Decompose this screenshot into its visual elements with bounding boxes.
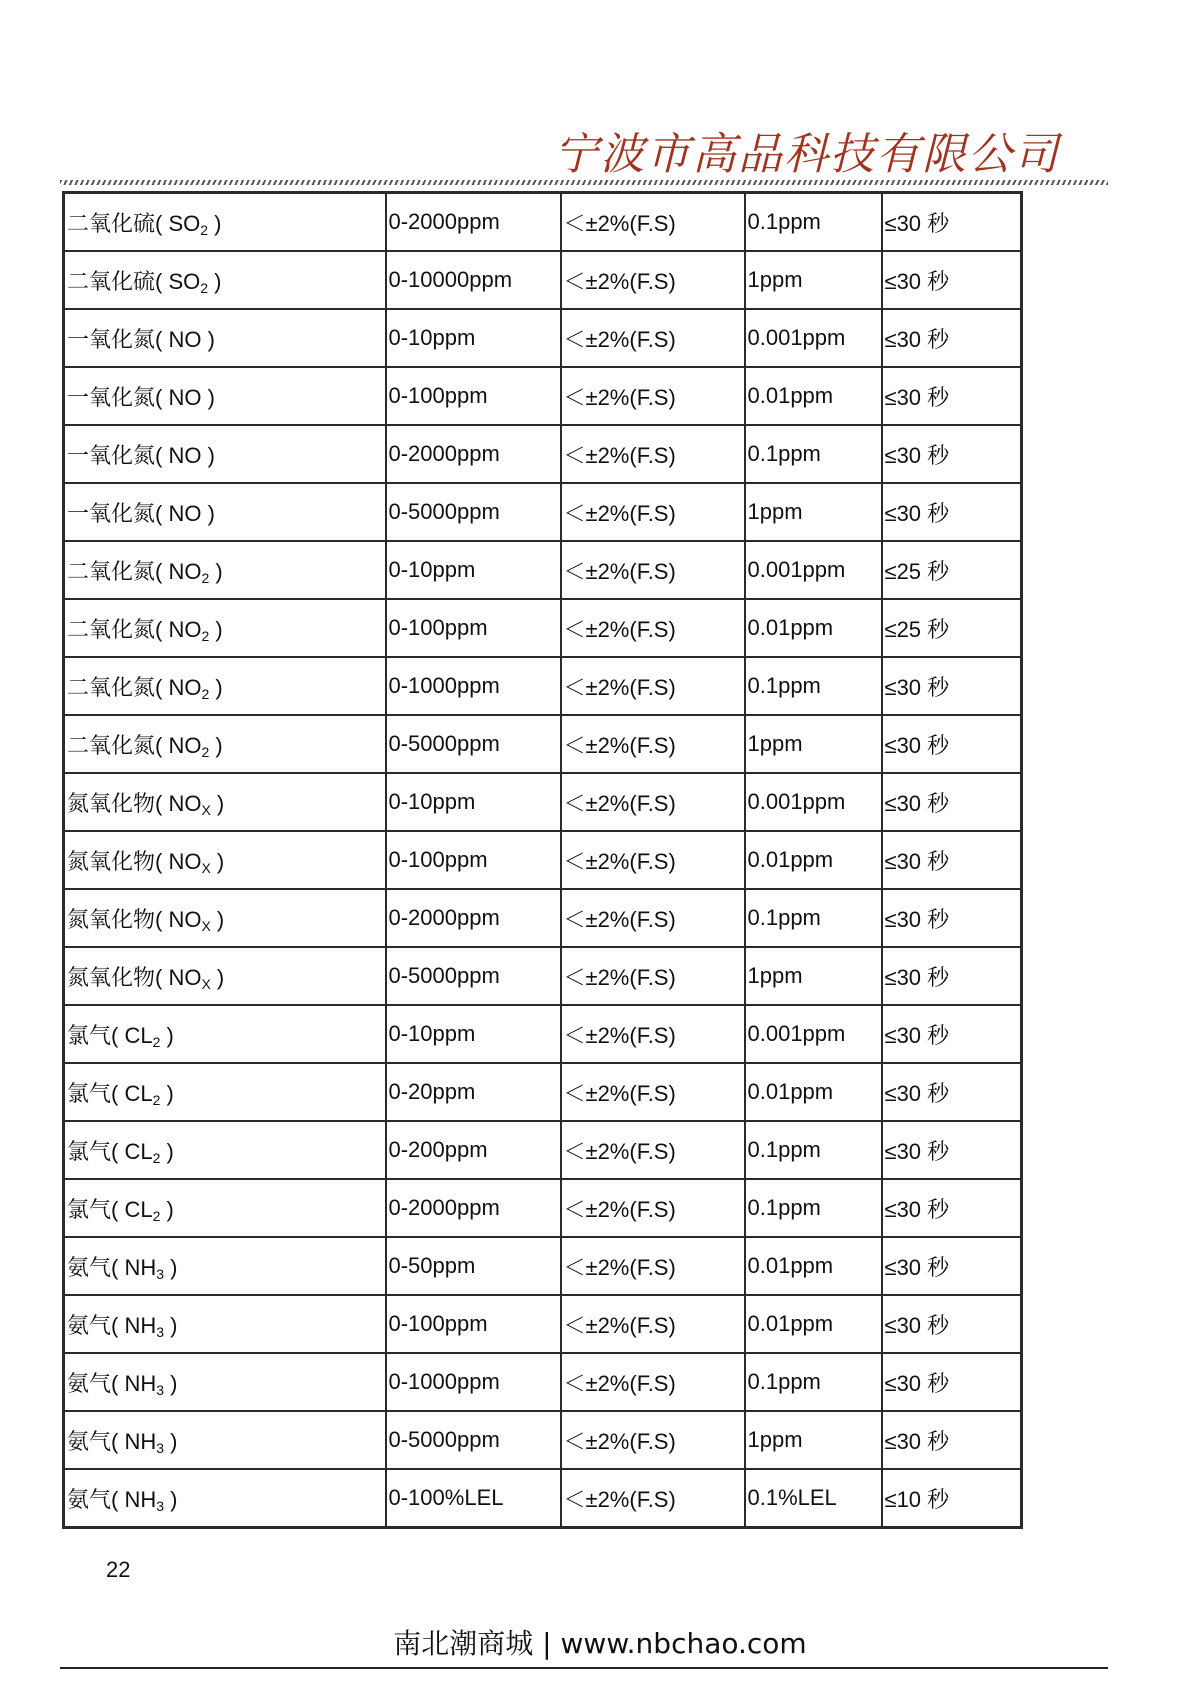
gas-name: 二氧化氮 bbox=[67, 675, 156, 701]
gas-name: 二氧化硫 bbox=[67, 269, 156, 295]
gas-name-cell: 二氧化氮( $NO_2$ ) bbox=[64, 715, 386, 773]
response-time-cell: ≤30 秒 bbox=[882, 1063, 1022, 1121]
accuracy-cell: ＜±2%(F.S) bbox=[561, 1121, 745, 1179]
response-time-cell: ≤30 秒 bbox=[882, 1121, 1022, 1179]
table-row bbox=[64, 1295, 1022, 1353]
gas-name-cell: 氯气( $CL_2$ ) bbox=[64, 1121, 386, 1179]
gas-name: 氯气 bbox=[67, 1023, 112, 1049]
resolution-cell: 0.1ppm bbox=[745, 1121, 882, 1179]
gas-formula-subscript: 3 bbox=[156, 1265, 165, 1282]
table-row bbox=[64, 1237, 1022, 1295]
accuracy-cell: ＜±2%(F.S) bbox=[561, 1295, 745, 1353]
gas-name: 氮氧化物 bbox=[67, 849, 156, 875]
table-row bbox=[64, 193, 1022, 252]
table-row bbox=[64, 425, 1022, 483]
response-time-cell: ≤30 秒 bbox=[882, 947, 1022, 1005]
table-row bbox=[64, 1005, 1022, 1063]
gas-formula-subscript: 2 bbox=[152, 1149, 161, 1166]
gas-formula-subscript: 3 bbox=[156, 1323, 165, 1340]
accuracy-cell: ＜±2%(F.S) bbox=[561, 309, 745, 367]
resolution-cell: 0.1ppm bbox=[745, 425, 882, 483]
resolution-cell: 0.01ppm bbox=[745, 367, 882, 425]
response-time-cell: ≤30 秒 bbox=[882, 309, 1022, 367]
gas-name-cell: 氯气( $CL_2$ ) bbox=[64, 1005, 386, 1063]
range-cell: 0-10ppm bbox=[386, 1005, 561, 1063]
range-cell: 0-5000ppm bbox=[386, 483, 561, 541]
gas-formula: NO bbox=[168, 906, 202, 932]
resolution-cell: 0.1ppm bbox=[745, 1353, 882, 1411]
table-row bbox=[64, 251, 1022, 309]
gas-name-cell: 氯气( $CL_2$ ) bbox=[64, 1063, 386, 1121]
response-time-cell: ≤10 秒 bbox=[882, 1469, 1022, 1528]
gas-formula: CL bbox=[124, 1022, 153, 1048]
gas-name-cell: 氮氧化物( $NO_X$ ) bbox=[64, 773, 386, 831]
accuracy-cell: ＜±2%(F.S) bbox=[561, 251, 745, 309]
accuracy-cell: ＜±2%(F.S) bbox=[561, 657, 745, 715]
resolution-cell: 0.01ppm bbox=[745, 831, 882, 889]
gas-name: 二氧化氮 bbox=[67, 559, 156, 585]
accuracy-cell: ＜±2%(F.S) bbox=[561, 1005, 745, 1063]
gas-formula-subscript: 2 bbox=[152, 1091, 161, 1108]
gas-name-cell: 一氧化氮( NO ) bbox=[64, 425, 386, 483]
resolution-cell: 0.01ppm bbox=[745, 1063, 882, 1121]
accuracy-cell: ＜±2%(F.S) bbox=[561, 831, 745, 889]
gas-formula-subscript: 2 bbox=[201, 569, 210, 586]
response-time-cell: ≤30 秒 bbox=[882, 889, 1022, 947]
gas-name-cell: 二氧化氮( $NO_2$ ) bbox=[64, 541, 386, 599]
gas-name-cell: 氮氧化物( $NO_X$ ) bbox=[64, 889, 386, 947]
table-row bbox=[64, 1121, 1022, 1179]
gas-formula: NO bbox=[168, 558, 202, 584]
response-time-cell: ≤30 秒 bbox=[882, 1179, 1022, 1237]
resolution-cell: 0.1ppm bbox=[745, 657, 882, 715]
gas-formula: NO bbox=[168, 848, 202, 874]
accuracy-cell: ＜±2%(F.S) bbox=[561, 1063, 745, 1121]
table-row bbox=[64, 715, 1022, 773]
gas-name-cell: 一氧化氮( NO ) bbox=[64, 309, 386, 367]
range-cell: 0-100ppm bbox=[386, 599, 561, 657]
response-time-cell: ≤30 秒 bbox=[882, 657, 1022, 715]
table-row bbox=[64, 309, 1022, 367]
resolution-cell: 0.001ppm bbox=[745, 541, 882, 599]
gas-name: 氨气 bbox=[67, 1255, 112, 1281]
gas-name: 氯气 bbox=[67, 1081, 112, 1107]
resolution-cell: 1ppm bbox=[745, 1411, 882, 1469]
range-cell: 0-200ppm bbox=[386, 1121, 561, 1179]
gas-formula-subscript: 2 bbox=[201, 685, 210, 702]
gas-formula-subscript: 2 bbox=[152, 1033, 161, 1050]
gas-formula-subscript: 2 bbox=[152, 1207, 161, 1224]
gas-name: 二氧化氮 bbox=[67, 617, 156, 643]
gas-name-cell: 二氧化氮( $NO_2$ ) bbox=[64, 599, 386, 657]
table-row bbox=[64, 831, 1022, 889]
table-row bbox=[64, 367, 1022, 425]
accuracy-cell: ＜±2%(F.S) bbox=[561, 1237, 745, 1295]
gas-name-cell: 二氧化硫( $SO_2$ ) bbox=[64, 251, 386, 309]
gas-name-cell: 氨气( $NH_3$ ) bbox=[64, 1411, 386, 1469]
page-number: 22 bbox=[106, 1557, 131, 1582]
accuracy-cell: ＜±2%(F.S) bbox=[561, 483, 745, 541]
response-time-cell: ≤30 秒 bbox=[882, 1295, 1022, 1353]
range-cell: 0-10ppm bbox=[386, 309, 561, 367]
range-cell: 0-10000ppm bbox=[386, 251, 561, 309]
gas-name: 氮氧化物 bbox=[67, 907, 156, 933]
response-time-cell: ≤30 秒 bbox=[882, 483, 1022, 541]
gas-name: 氨气 bbox=[67, 1371, 112, 1397]
range-cell: 0-20ppm bbox=[386, 1063, 561, 1121]
range-cell: 0-2000ppm bbox=[386, 1179, 561, 1237]
gas-formula: NO bbox=[168, 732, 202, 758]
range-cell: 0-100%LEL bbox=[386, 1469, 561, 1528]
resolution-cell: 1ppm bbox=[745, 483, 882, 541]
accuracy-cell: ＜±2%(F.S) bbox=[561, 367, 745, 425]
accuracy-cell: ＜±2%(F.S) bbox=[561, 425, 745, 483]
gas-formula-subscript: 2 bbox=[200, 279, 209, 296]
gas-name: 氮氧化物 bbox=[67, 965, 156, 991]
table-row bbox=[64, 657, 1022, 715]
response-time-cell: ≤25 秒 bbox=[882, 599, 1022, 657]
gas-formula: NH bbox=[124, 1486, 157, 1512]
gas-name: 氨气 bbox=[67, 1313, 112, 1339]
resolution-cell: 0.01ppm bbox=[745, 1237, 882, 1295]
resolution-cell: 1ppm bbox=[745, 251, 882, 309]
response-time-cell: ≤30 秒 bbox=[882, 831, 1022, 889]
gas-formula: CL bbox=[124, 1196, 153, 1222]
gas-formula: NO bbox=[168, 674, 202, 700]
gas-formula: NO bbox=[168, 442, 202, 468]
table-row bbox=[64, 541, 1022, 599]
response-time-cell: ≤30 秒 bbox=[882, 773, 1022, 831]
range-cell: 0-10ppm bbox=[386, 773, 561, 831]
gas-formula: SO bbox=[168, 210, 201, 236]
gas-name-cell: 氯气( $CL_2$ ) bbox=[64, 1179, 386, 1237]
range-cell: 0-1000ppm bbox=[386, 657, 561, 715]
table-row bbox=[64, 1469, 1022, 1528]
response-time-cell: ≤30 秒 bbox=[882, 715, 1022, 773]
response-time-cell: ≤25 秒 bbox=[882, 541, 1022, 599]
resolution-cell: 1ppm bbox=[745, 715, 882, 773]
range-cell: 0-5000ppm bbox=[386, 715, 561, 773]
gas-name-cell: 二氧化氮( $NO_2$ ) bbox=[64, 657, 386, 715]
response-time-cell: ≤30 秒 bbox=[882, 1237, 1022, 1295]
accuracy-cell: ＜±2%(F.S) bbox=[561, 1179, 745, 1237]
resolution-cell: 0.1%LEL bbox=[745, 1469, 882, 1528]
gas-name-cell: 氨气( $NH_3$ ) bbox=[64, 1353, 386, 1411]
accuracy-cell: ＜±2%(F.S) bbox=[561, 541, 745, 599]
gas-name: 一氧化氮 bbox=[67, 385, 156, 411]
gas-name-cell: 氨气( $NH_3$ ) bbox=[64, 1295, 386, 1353]
table-row bbox=[64, 1179, 1022, 1237]
table-row bbox=[64, 773, 1022, 831]
gas-formula: NH bbox=[124, 1428, 157, 1454]
resolution-cell: 0.01ppm bbox=[745, 599, 882, 657]
gas-name: 二氧化氮 bbox=[67, 733, 156, 759]
table-row bbox=[64, 599, 1022, 657]
gas-name: 氮氧化物 bbox=[67, 791, 156, 817]
gas-formula-subscript: 2 bbox=[201, 743, 210, 760]
gas-formula: CL bbox=[124, 1080, 153, 1106]
resolution-cell: 0.001ppm bbox=[745, 309, 882, 367]
gas-formula-subscript: 3 bbox=[156, 1497, 165, 1514]
range-cell: 0-10ppm bbox=[386, 541, 561, 599]
gas-name: 一氧化氮 bbox=[67, 501, 156, 527]
gas-formula-subscript: X bbox=[201, 801, 211, 818]
resolution-cell: 0.01ppm bbox=[745, 1295, 882, 1353]
range-cell: 0-2000ppm bbox=[386, 889, 561, 947]
accuracy-cell: ＜±2%(F.S) bbox=[561, 715, 745, 773]
footer-rule bbox=[60, 1667, 1108, 1669]
accuracy-cell: ＜±2%(F.S) bbox=[561, 193, 745, 252]
response-time-cell: ≤30 秒 bbox=[882, 1353, 1022, 1411]
accuracy-cell: ＜±2%(F.S) bbox=[561, 947, 745, 1005]
gas-formula-subscript: 3 bbox=[156, 1381, 165, 1398]
resolution-cell: 0.001ppm bbox=[745, 1005, 882, 1063]
gas-name-cell: 一氧化氮( NO ) bbox=[64, 367, 386, 425]
gas-name: 氯气 bbox=[67, 1139, 112, 1165]
accuracy-cell: ＜±2%(F.S) bbox=[561, 599, 745, 657]
range-cell: 0-100ppm bbox=[386, 367, 561, 425]
table-row bbox=[64, 947, 1022, 1005]
gas-name-cell: 二氧化硫( $SO_2$ ) bbox=[64, 193, 386, 252]
accuracy-cell: ＜±2%(F.S) bbox=[561, 773, 745, 831]
gas-name-cell: 氮氧化物( $NO_X$ ) bbox=[64, 947, 386, 1005]
gas-name: 二氧化硫 bbox=[67, 211, 156, 237]
gas-name: 氯气 bbox=[67, 1197, 112, 1223]
gas-formula-subscript: X bbox=[201, 975, 211, 992]
gas-formula: NH bbox=[124, 1254, 157, 1280]
gas-name-cell: 氨气( $NH_3$ ) bbox=[64, 1469, 386, 1528]
gas-name: 一氧化氮 bbox=[67, 327, 156, 353]
table-row bbox=[64, 889, 1022, 947]
accuracy-cell: ＜±2%(F.S) bbox=[561, 1353, 745, 1411]
accuracy-cell: ＜±2%(F.S) bbox=[561, 889, 745, 947]
gas-formula-subscript: 3 bbox=[156, 1439, 165, 1456]
gas-formula: NH bbox=[124, 1312, 157, 1338]
response-time-cell: ≤30 秒 bbox=[882, 1005, 1022, 1063]
accuracy-cell: ＜±2%(F.S) bbox=[561, 1469, 745, 1528]
resolution-cell: 0.1ppm bbox=[745, 193, 882, 252]
gas-name-cell: 一氧化氮( NO ) bbox=[64, 483, 386, 541]
gas-formula: CL bbox=[124, 1138, 153, 1164]
gas-formula: NO bbox=[168, 964, 202, 990]
response-time-cell: ≤30 秒 bbox=[882, 425, 1022, 483]
range-cell: 0-100ppm bbox=[386, 1295, 561, 1353]
response-time-cell: ≤30 秒 bbox=[882, 367, 1022, 425]
response-time-cell: ≤30 秒 bbox=[882, 251, 1022, 309]
gas-formula: NH bbox=[124, 1370, 157, 1396]
resolution-cell: 0.001ppm bbox=[745, 773, 882, 831]
range-cell: 0-5000ppm bbox=[386, 1411, 561, 1469]
range-cell: 0-5000ppm bbox=[386, 947, 561, 1005]
company-name: 宁波市高品科技有限公司 bbox=[554, 129, 1060, 180]
gas-formula: NO bbox=[168, 326, 202, 352]
header-hatch-rule bbox=[60, 180, 1108, 185]
gas-formula-subscript: 2 bbox=[201, 627, 210, 644]
table-row bbox=[64, 1411, 1022, 1469]
resolution-cell: 1ppm bbox=[745, 947, 882, 1005]
accuracy-cell: ＜±2%(F.S) bbox=[561, 1411, 745, 1469]
gas-formula-subscript: 2 bbox=[200, 221, 209, 238]
table-row bbox=[64, 483, 1022, 541]
table-row bbox=[64, 1353, 1022, 1411]
gas-formula: NO bbox=[168, 384, 202, 410]
gas-name-cell: 氮氧化物( $NO_X$ ) bbox=[64, 831, 386, 889]
gas-formula-subscript: X bbox=[201, 917, 211, 934]
response-time-cell: ≤30 秒 bbox=[882, 193, 1022, 252]
response-time-cell: ≤30 秒 bbox=[882, 1411, 1022, 1469]
range-cell: 0-50ppm bbox=[386, 1237, 561, 1295]
gas-formula: SO bbox=[168, 268, 201, 294]
gas-formula-subscript: X bbox=[201, 859, 211, 876]
range-cell: 0-100ppm bbox=[386, 831, 561, 889]
gas-name: 氨气 bbox=[67, 1429, 112, 1455]
gas-name: 氨气 bbox=[67, 1487, 112, 1513]
gas-formula: NO bbox=[168, 790, 202, 816]
gas-name-cell: 氨气( $NH_3$ ) bbox=[64, 1237, 386, 1295]
gas-spec-table bbox=[62, 191, 1023, 1529]
resolution-cell: 0.1ppm bbox=[745, 889, 882, 947]
range-cell: 0-1000ppm bbox=[386, 1353, 561, 1411]
gas-formula: NO bbox=[168, 616, 202, 642]
range-cell: 0-2000ppm bbox=[386, 425, 561, 483]
table-row bbox=[64, 1063, 1022, 1121]
gas-formula: NO bbox=[168, 500, 202, 526]
resolution-cell: 0.1ppm bbox=[745, 1179, 882, 1237]
gas-name: 一氧化氮 bbox=[67, 443, 156, 469]
range-cell: 0-2000ppm bbox=[386, 193, 561, 252]
gas-spec-table-body bbox=[64, 193, 1022, 1528]
footer-site-text: 南北潮商城 | www.nbchao.com bbox=[393, 1627, 807, 1660]
